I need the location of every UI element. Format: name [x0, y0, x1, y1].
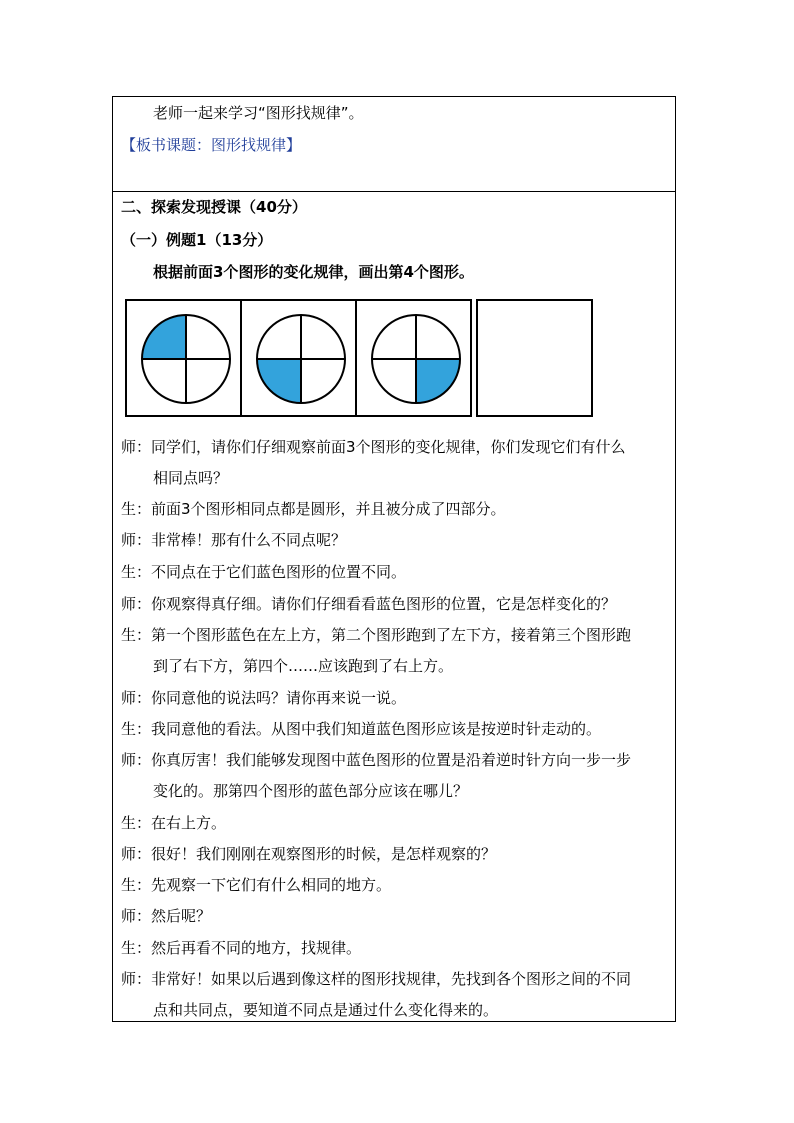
dialogue-line: 生：在右上方。	[121, 814, 227, 832]
lesson-table	[112, 96, 676, 1022]
dialogue-line: 变化的。那第四个图形的蓝色部分应该在哪儿？	[153, 782, 469, 800]
shape-box-2	[240, 299, 357, 417]
intro-line: 老师一起来学习“图形找规律”。	[153, 104, 364, 122]
dialogue-line: 师：你同意他的说法吗？请你再来说一说。	[121, 689, 407, 707]
task-instruction: 根据前面3个图形的变化规律，画出第4个图形。	[153, 263, 474, 281]
dialogue-line: 到了右下方，第四个……应该跑到了右上方。	[153, 657, 454, 675]
dialogue-line: 生：第一个图形蓝色在左上方，第二个图形跑到了左下方，接着第三个图形跑	[121, 626, 632, 644]
dialogue-line: 师：你观察得真仔细。请你们仔细看看蓝色图形的位置，它是怎样变化的？	[121, 595, 617, 613]
row-divider	[113, 191, 675, 192]
circle-figure-3	[370, 313, 462, 405]
dialogue-line: 点和共同点，要知道不同点是通过什么变化得来的。	[153, 1001, 499, 1019]
circle-figure-1	[140, 313, 232, 405]
shape-box-1	[125, 299, 242, 417]
section-heading: 二、探索发现授课（40分）	[121, 198, 307, 216]
shape-box-3	[355, 299, 472, 417]
dialogue-line: 师：你真厉害！我们能够发现图中蓝色图形的位置是沿着逆时针方向一步一步	[121, 751, 632, 769]
shape-sequence	[125, 299, 593, 417]
dialogue-line: 生：不同点在于它们蓝色图形的位置不同。	[121, 563, 407, 581]
shape-box-4-empty	[476, 299, 593, 417]
dialogue-line: 师：很好！我们刚刚在观察图形的时候，是怎样观察的？	[121, 845, 497, 863]
dialogue-line: 生：先观察一下它们有什么相同的地方。	[121, 876, 392, 894]
dialogue-line: 相同点吗？	[153, 469, 229, 487]
dialogue-line: 师：然后呢？	[121, 907, 212, 925]
board-title: 【板书课题：图形找规律】	[121, 136, 302, 154]
dialogue-line: 生：我同意他的看法。从图中我们知道蓝色图形应该是按逆时针走动的。	[121, 720, 602, 738]
dialogue-line: 师：非常好！如果以后遇到像这样的图形找规律，先找到各个图形之间的不同	[121, 970, 632, 988]
dialogue-line: 生：然后再看不同的地方，找规律。	[121, 939, 362, 957]
dialogue-line: 生：前面3个图形相同点都是圆形，并且被分成了四部分。	[121, 500, 506, 518]
dialogue-line: 师：同学们，请你们仔细观察前面3个图形的变化规律，你们发现它们有什么	[121, 438, 626, 456]
circle-figure-2	[255, 313, 347, 405]
example-heading: （一）例题1（13分）	[121, 231, 273, 249]
dialogue-line: 师：非常棒！那有什么不同点呢？	[121, 531, 347, 549]
